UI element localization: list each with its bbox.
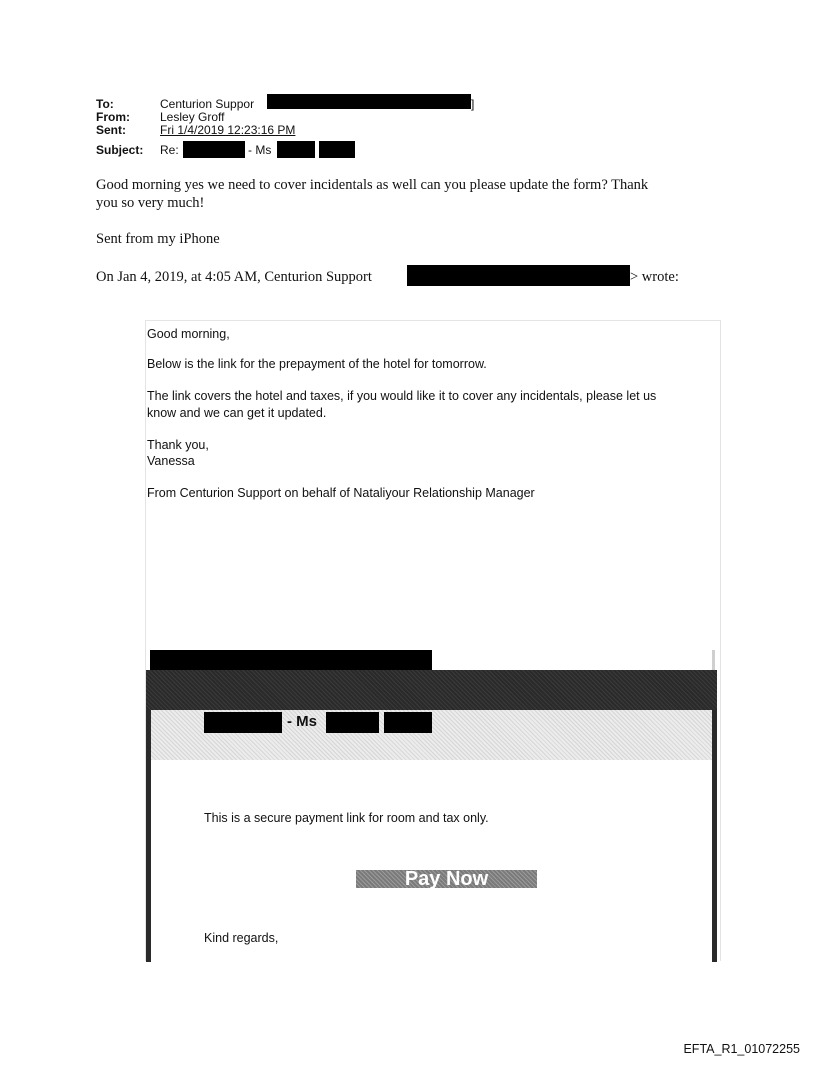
quoted-from-line: From Centurion Support on behalf of Nataliyour Relationship Manager [147, 486, 535, 500]
from-value: Lesley Groff [160, 110, 225, 124]
pay-now-button[interactable] [356, 870, 537, 888]
redaction-subject-3 [319, 141, 355, 158]
quoted-name: Vanessa [147, 454, 195, 468]
subject-mid: - Ms [248, 143, 272, 157]
from-label: From: [96, 110, 130, 124]
redaction-subject-1 [183, 141, 245, 158]
form-title-mid: - Ms [287, 713, 317, 730]
quoted-greeting: Good morning, [147, 327, 230, 341]
document-id: EFTA_R1_01072255 [683, 1042, 800, 1056]
quote-tail: > wrote: [630, 269, 679, 285]
kind-regards-text: Kind regards, [204, 931, 279, 945]
subject-prefix: Re: [160, 143, 179, 157]
reply-line-1: Good morning yes we need to cover incidentals as well can you please update the form? Thank [96, 177, 649, 193]
pay-now-label: Pay Now [404, 870, 489, 888]
redaction-form-title-1 [204, 712, 282, 733]
redaction-to-address [267, 94, 471, 109]
to-label: To: [96, 97, 114, 111]
redaction-form-logo [150, 650, 432, 672]
form-right-border [712, 710, 717, 962]
secure-payment-text: This is a secure payment link for room and tax only. [204, 811, 489, 825]
quoted-paragraph-2-line-1: The link covers the hotel and taxes, if you would like it to cover any incidentals, please let us [147, 389, 657, 403]
quoted-thanks: Thank you, [147, 438, 209, 452]
redaction-form-title-3 [384, 712, 432, 733]
quoted-paragraph-1: Below is the link for the prepayment of the hotel for tomorrow. [147, 357, 487, 371]
redaction-form-title-2 [326, 712, 379, 733]
sent-label: Sent: [96, 123, 126, 137]
to-tail: ] [471, 97, 475, 111]
quoted-paragraph-2-line-2: know and we can get it updated. [147, 406, 327, 420]
to-value: Centurion Suppor [160, 97, 255, 111]
reply-line-2: you so very much! [96, 195, 205, 211]
form-dark-banner [146, 670, 717, 710]
redaction-sender-email [407, 265, 630, 286]
subject-label: Subject: [96, 143, 144, 157]
quote-intro: On Jan 4, 2019, at 4:05 AM, Centurion Support [96, 269, 372, 285]
reply-signature: Sent from my iPhone [96, 231, 220, 247]
form-edge-line [712, 650, 715, 670]
sent-value: Fri 1/4/2019 12:23:16 PM [160, 123, 296, 137]
redaction-subject-2 [277, 141, 315, 158]
